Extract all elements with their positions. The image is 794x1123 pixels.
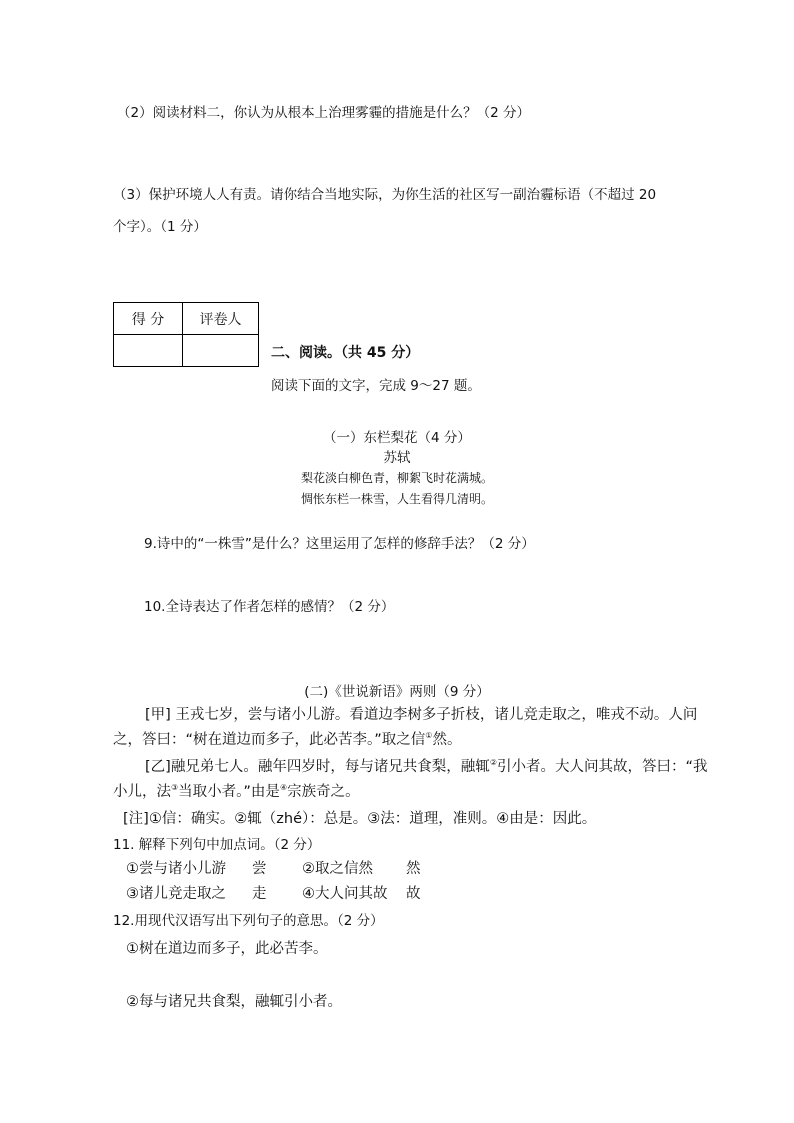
q12-sentence-2: ②每与诸兄共食梨，融辄引小者。: [126, 994, 342, 1010]
q11-word-4: 故: [406, 886, 421, 902]
section-2-instruction: 阅读下面的文字，完成 9～27 题。: [271, 378, 481, 394]
footnote-mark-2: ②: [489, 758, 497, 768]
passage-jia-line-2: 之，答曰：“树在道边而多子，此必苦李。”取之信①然。: [113, 731, 462, 748]
footnote-mark-3: ③: [171, 783, 179, 793]
passage-yi-line-1: [乙]融兄弟七人。融年四岁时，每与诸兄共食梨，融辄②引小者。大人问其故，答曰：“我: [145, 758, 708, 775]
question-9: 9.诗中的“一株雪”是什么？这里运用了怎样的修辞手法？（2 分）: [144, 536, 535, 552]
section-2-title: 二、阅读。（共 45 分）: [271, 345, 420, 361]
q11-word-1: 尝: [252, 861, 267, 877]
q11-item-1: ①尝与诸小儿游: [126, 861, 226, 877]
poem-author: 苏轼: [383, 450, 411, 466]
grader-cell[interactable]: [183, 335, 259, 367]
score-table: [113, 302, 259, 367]
poem-heading: （一）东栏梨花（4 分）: [323, 430, 471, 446]
passage-yi-line-2: 小儿，法③当取小者。”由是④宗族奇之。: [113, 783, 360, 800]
score-cell[interactable]: [114, 335, 183, 367]
question-10: 10.全诗表达了作者怎样的感情？（2 分）: [144, 599, 395, 615]
grader-header: 评卷人: [183, 303, 259, 335]
footnote-mark-1: ①: [425, 731, 433, 741]
poem-line-2: 惆怅东栏一株雪，人生看得几清明。: [300, 492, 493, 506]
q11-item-3: ③诸儿竞走取之: [126, 886, 226, 902]
q11-word-3: 走: [252, 886, 267, 902]
q11-item-2: ②取之信然: [302, 861, 373, 877]
poem-line-1: 梨花淡白柳色青，柳絮飞时花满城。: [300, 471, 493, 485]
footnote-mark-4: ④: [279, 783, 288, 793]
question-2: （2）阅读材料二，你认为从根本上治理雾霾的措施是什么？（2 分）: [117, 105, 530, 121]
question-3-line2: 个字）。（1 分）: [113, 219, 207, 235]
q11-word-2: 然: [406, 861, 421, 877]
question-3-line1: （3）保护环境人人有责。请你结合当地实际，为你生活的社区写一副治霾标语（不超过 20: [113, 187, 657, 203]
passage-notes: [注]①信：确实。②辄（zhé）：总是。③法：道理，准则。④由是：因此。: [123, 811, 597, 827]
score-header: 得 分: [114, 303, 183, 335]
passage-2-heading: (二)《世说新语》两则（9 分）: [304, 684, 490, 700]
q12-sentence-1: ①树在道边而多子，此必苦李。: [126, 941, 328, 957]
question-11-title: 11. 解释下列句中加点词。（2 分）: [113, 837, 321, 853]
question-12-title: 12.用现代汉语写出下列句子的意思。（2 分）: [113, 913, 384, 929]
q11-item-4: ④大人问其故: [302, 886, 388, 902]
passage-jia-line-1: [甲] 王戎七岁，尝与诸小儿游。看道边李树多子折枝，诸儿竞走取之，唯戎不动。人问: [145, 707, 698, 723]
